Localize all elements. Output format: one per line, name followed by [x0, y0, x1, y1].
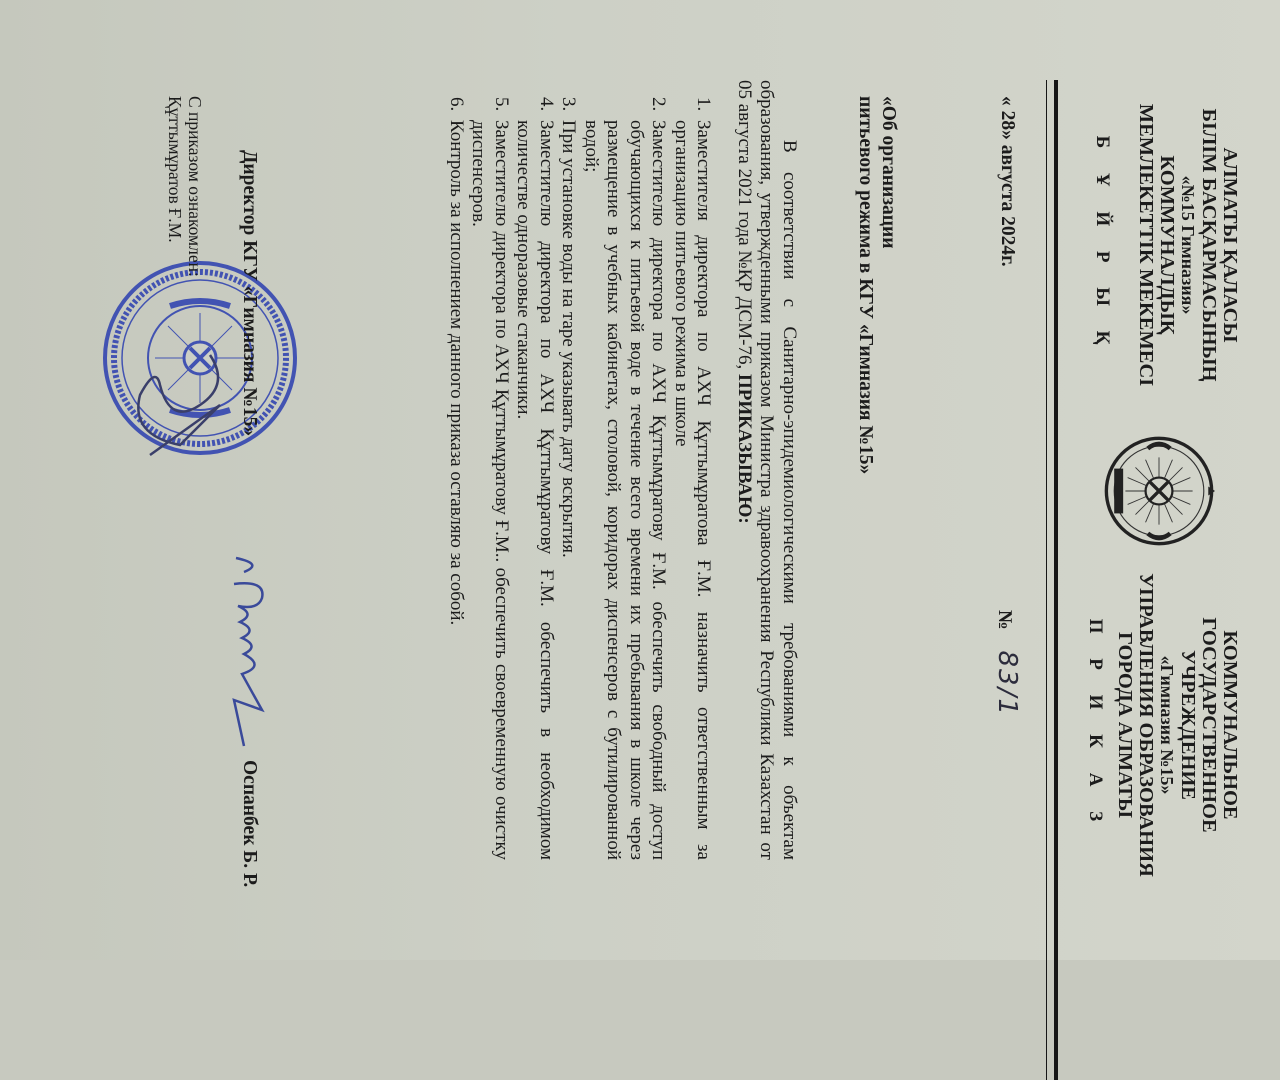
order-title [854, 96, 900, 474]
header-divider [1046, 80, 1058, 1080]
order-number [992, 610, 1022, 717]
preamble-command: ПРИКАЗЫВАЮ: [734, 373, 755, 524]
header-line: ГОСУДАРСТВЕННОЕ [1198, 617, 1220, 833]
document-header [1030, 0, 1240, 960]
signature-block [238, 150, 260, 910]
header-line: ГОРОДА АЛМАТЫ [1114, 631, 1136, 819]
acknowledgment-label: С приказом ознакомлен: [185, 96, 205, 277]
acknowledgment [165, 96, 205, 277]
header-line: «№15 Гимназия» [1178, 175, 1198, 315]
handwritten-number: 83/1 [992, 650, 1022, 717]
order-item: 3. При установке воды на таре указывать дату вскрытия. [557, 116, 580, 860]
acknowledgment-signature-icon [120, 345, 240, 465]
preamble-text: В соответствии с Санитарно-эпидемиологическими требованиями к объектам образования, утвержденными приказом Министра здравоохранения Республики Казахстан от 05 августа 2021 года №ҚР ДСМ-76, [734, 80, 800, 860]
state-emblem-icon [1103, 435, 1215, 547]
title-line: питьевого режима в КГУ «Гимназия №15» [855, 96, 876, 475]
preamble [733, 80, 801, 860]
header-line: КОММУНАЛЬНОЕ [1219, 630, 1241, 820]
header-line: БІЛІМ БАСҚАРМАСЫНЫҢ [1198, 108, 1220, 382]
header-line: МЕМЛЕКЕТТІК МЕКЕМЕСІ [1135, 103, 1157, 387]
header-line: УПРАВЛЕНИЯ ОБРАЗОВАНИЯ [1135, 573, 1157, 877]
order-item: 1. Заместителя директора по АХЧ Құттымұратова Ғ.М. назначить ответственным за организацию питьевого режима в школе [670, 116, 715, 860]
signatory-name: Оспанбек Б. Р. [239, 760, 260, 888]
order-item: 2. Заместителю директора по АХЧ Құттымұратову Ғ.М. обеспечить свободный доступ обучающихся к питьевой воде в течение всего времени их пребывания в школе через размещение в учебных кабинетах, столовой, коридорах диспенсеров с бутилированной водой; [580, 116, 670, 860]
order-items [445, 80, 715, 860]
doc-type-kazakh: Б Ұ Й Р Ы Қ [1092, 135, 1113, 355]
header-line: АЛМАТЫ ҚАЛАСЫ [1219, 147, 1241, 343]
director-signature-icon [224, 550, 274, 750]
header-line: УЧРЕЖДЕНИЕ [1177, 650, 1199, 800]
order-item: 4. Заместителю директора по АХЧ Құттымұратову Ғ.М. обеспечить в необходимом количестве одноразовые стаканчики. [512, 116, 557, 860]
header-kazakh [1092, 80, 1240, 410]
order-date: « 28» августа 2024г. [997, 96, 1018, 267]
doc-type-russian: П Р И К А З [1085, 618, 1106, 832]
header-russian [1085, 560, 1240, 890]
order-item: 6. Контроль за исполнением данного приказа оставляю за собой. [445, 116, 468, 860]
signatory-title: Директор КГУ «Гимназия №15» [239, 150, 260, 437]
acknowledgment-name: Құттымұратов Ғ.М. [165, 96, 185, 243]
header-line: «Гимназия №15» [1157, 655, 1177, 795]
order-body [445, 80, 801, 860]
order-item: 5. Заместителю директора по АХЧ Құттымұратову Ғ.М.. обеспечить своевременную очистку диспенсеров. [467, 116, 512, 860]
title-line: «Об организации [878, 96, 899, 249]
header-line: КОММУНАЛДЫҚ [1156, 155, 1178, 335]
number-label: № [994, 610, 1015, 630]
